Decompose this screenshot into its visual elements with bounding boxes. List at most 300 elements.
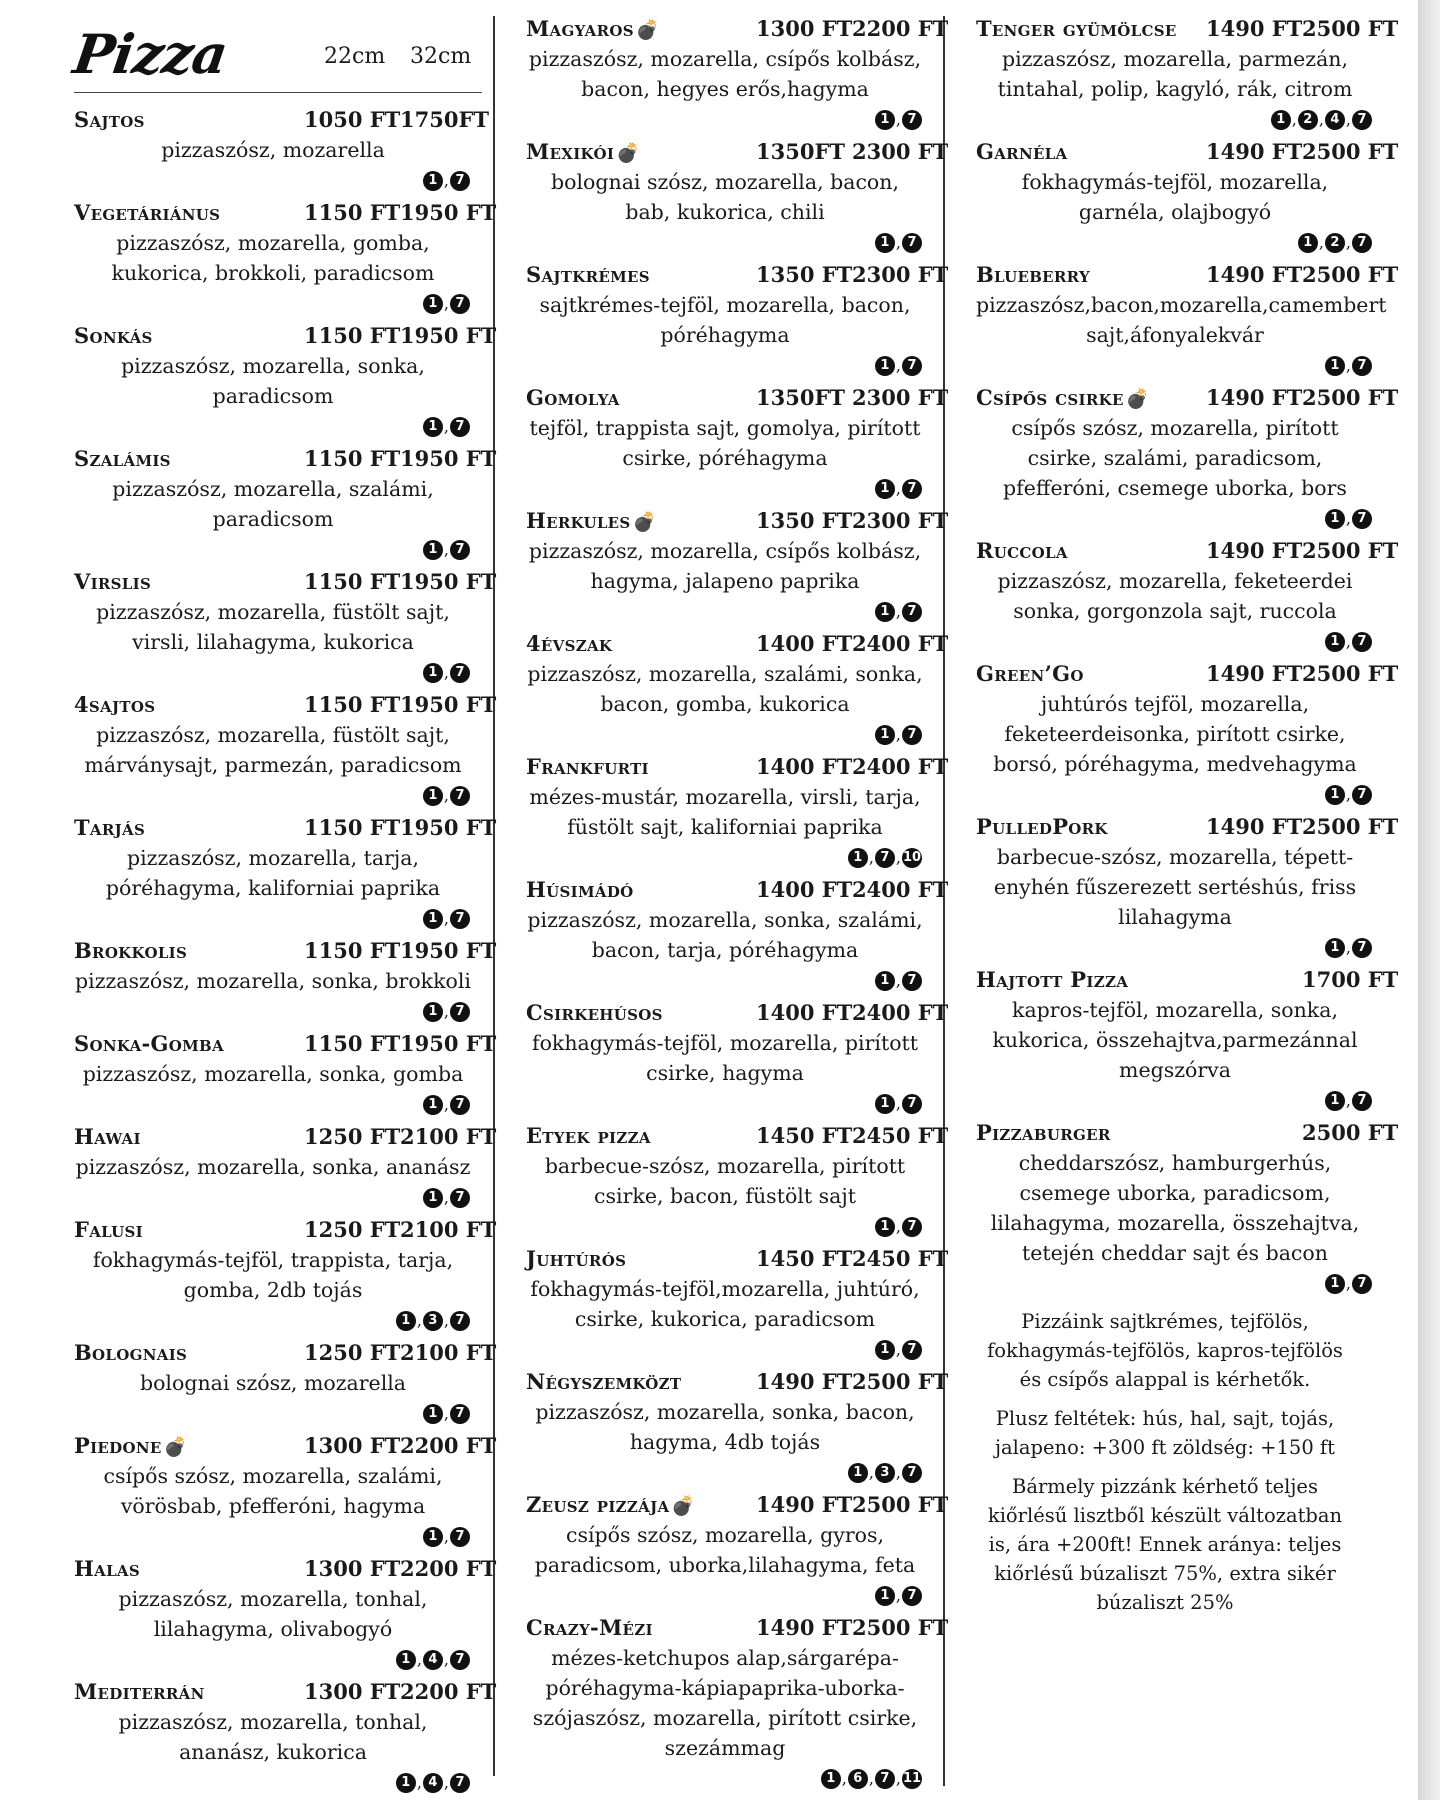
item-name <box>976 538 1068 563</box>
item-name <box>74 1679 205 1704</box>
allergen-badge: 1 <box>423 663 443 683</box>
menu-column-1 <box>69 14 497 1800</box>
allergen-badge: 7 <box>1352 1091 1372 1111</box>
allergen-badge: 7 <box>450 1095 470 1115</box>
allergen-separator: , <box>895 601 901 621</box>
price-large: 2500 FT <box>852 1369 949 1394</box>
menu-item <box>526 1613 949 1792</box>
price-small: 1150 FT <box>304 1031 401 1056</box>
price-small: 1350FT <box>756 139 845 164</box>
spicy-icon: 💣 <box>616 142 641 164</box>
allergen-badge: 1 <box>423 1095 443 1115</box>
price-small: 1400 FT <box>756 1000 853 1025</box>
menu-item-header <box>526 1490 949 1520</box>
item-name <box>526 508 657 533</box>
price-large: 2500 FT <box>1302 814 1399 839</box>
price-small: 1400 FT <box>756 631 853 656</box>
allergen-separator: , <box>416 1772 422 1792</box>
menu-item-header <box>74 1554 497 1584</box>
allergen-badge: 7 <box>1352 110 1372 130</box>
allergen-list <box>976 105 1384 133</box>
item-name-text: Green’Go <box>976 661 1084 686</box>
menu-item <box>526 1490 949 1609</box>
item-name <box>74 938 187 963</box>
menu-item <box>976 1118 1399 1297</box>
allergen-separator: , <box>868 1462 874 1482</box>
size-small-label: 22cm <box>324 44 386 69</box>
item-description: csípős szósz, mozarella, szalámi, vörösbab, pfefferóni, hagyma <box>103 1464 443 1518</box>
allergen-badge: 7 <box>450 171 470 191</box>
allergen-badge: 1 <box>1325 356 1345 376</box>
allergen-list <box>976 504 1384 532</box>
allergen-badge: 1 <box>423 540 443 560</box>
item-name <box>976 967 1128 992</box>
allergen-badge: 7 <box>902 725 922 745</box>
item-name-text: Frankfurti <box>526 754 649 779</box>
allergen-badge: 1 <box>875 1340 895 1360</box>
allergen-separator: , <box>1345 1090 1351 1110</box>
item-name <box>526 1123 651 1148</box>
price-small: 1150 FT <box>304 323 401 348</box>
allergen-separator: , <box>443 785 449 805</box>
menu-item <box>976 659 1399 808</box>
allergen-list <box>74 658 482 686</box>
price-large: 1950 FT <box>400 1031 497 1056</box>
price-large: 2500 FT <box>852 1615 949 1640</box>
allergen-separator: , <box>895 970 901 990</box>
allergen-list <box>526 966 934 994</box>
item-name <box>526 631 612 656</box>
allergen-badge: 7 <box>875 848 895 868</box>
allergen-badge: 7 <box>902 356 922 376</box>
allergen-list <box>526 474 934 502</box>
allergen-badge: 7 <box>450 1311 470 1331</box>
menu-item-header <box>526 875 949 905</box>
allergen-badge: 7 <box>902 1463 922 1483</box>
item-name-text: Gomolya <box>526 385 620 410</box>
allergen-separator: , <box>443 1310 449 1330</box>
item-name-text: Falusi <box>74 1217 144 1242</box>
item-name-text: Ruccola <box>976 538 1068 563</box>
menu-item <box>74 567 497 686</box>
menu-item <box>74 1215 497 1334</box>
menu-item-header <box>74 321 497 351</box>
allergen-list <box>526 720 934 748</box>
allergen-separator: , <box>895 1462 901 1482</box>
price-large: 1950 FT <box>400 323 497 348</box>
item-description: pizzaszósz, mozarella, gomba, kukorica, brokkoli, paradicsom <box>111 231 435 285</box>
allergen-list <box>526 105 934 133</box>
price-large: 1950 FT <box>400 200 497 225</box>
allergen-badge: 1 <box>875 1094 895 1114</box>
allergen-separator: , <box>1345 508 1351 528</box>
menu-note: Pizzáink sajtkrémes, tejfölös, fokhagymás-tejfölös, kapros-tejfölös és csípős alappal is kérhetők. <box>987 1310 1343 1391</box>
item-name <box>74 1556 140 1581</box>
menu-item <box>526 137 949 256</box>
allergen-list <box>526 1764 934 1792</box>
price-small: 1150 FT <box>304 446 401 471</box>
price-small: 1490 FT <box>1206 16 1303 41</box>
menu-item <box>526 1244 949 1363</box>
menu-item-header <box>526 137 949 167</box>
allergen-badge: 2 <box>1325 233 1345 253</box>
item-description: pizzaszósz, mozarella, füstölt sajt, virsli, lilahagyma, kukorica <box>96 600 450 654</box>
allergen-badge: 7 <box>1352 632 1372 652</box>
price-small: 1150 FT <box>304 815 401 840</box>
item-name <box>976 385 1150 410</box>
menu-item-header <box>526 1244 949 1274</box>
item-description: pizzaszósz,bacon,mozarella,camembert sajt,áfonyalekvár <box>976 293 1387 347</box>
item-description: mézes-ketchupos alap,sárgarépa-póréhagyma-kápiapaprika-uborka-szójaszósz, mozarella, pirított csirke, szezámmag <box>532 1646 918 1760</box>
allergen-list <box>526 597 934 625</box>
item-description: pizzaszósz, mozarella, sonka, brokkoli <box>75 969 471 993</box>
allergen-separator: , <box>895 232 901 252</box>
price-large: 2200 FT <box>400 1433 497 1458</box>
allergen-separator: , <box>443 539 449 559</box>
item-name-text: Brokkolis <box>74 938 188 963</box>
item-name <box>526 16 660 41</box>
allergen-badge: 3 <box>875 1463 895 1483</box>
item-description: pizzaszósz, mozarella, sonka, gomba <box>82 1062 464 1086</box>
item-name <box>74 1217 143 1242</box>
item-name <box>976 16 1177 41</box>
allergen-list <box>74 289 482 317</box>
allergen-list <box>526 1335 934 1363</box>
price-small: 1150 FT <box>304 938 401 963</box>
price-large: 2200 FT <box>852 16 949 41</box>
item-description: pizzaszósz, mozarella, sonka, paradicsom <box>121 354 425 408</box>
allergen-badge: 7 <box>450 1404 470 1424</box>
item-description: fokhagymás-tejföl,mozarella, juhtúró, csirke, kukorica, paradicsom <box>530 1277 920 1331</box>
allergen-separator: , <box>895 1093 901 1113</box>
price-small: 1490 FT <box>1206 139 1303 164</box>
item-name-text: Sonka-Gomba <box>74 1031 224 1056</box>
allergen-separator: , <box>1345 631 1351 651</box>
price-small: 1300 FT <box>304 1679 401 1704</box>
allergen-badge: 7 <box>450 1002 470 1022</box>
allergen-badge: 7 <box>902 1094 922 1114</box>
allergen-badge: 1 <box>875 602 895 622</box>
allergen-badge: 7 <box>450 786 470 806</box>
column-divider <box>493 16 495 1776</box>
allergen-badge: 1 <box>875 1217 895 1237</box>
item-name-text: Mediterrán <box>74 1679 205 1704</box>
item-name <box>74 200 220 225</box>
price-large: 2500 FT <box>1302 385 1399 410</box>
allergen-separator: , <box>443 1772 449 1792</box>
price-large: 2100 FT <box>400 1340 497 1365</box>
price-large: 2300 FT <box>852 508 949 533</box>
allergen-badge: 1 <box>396 1773 416 1793</box>
allergen-badge: 1 <box>423 909 443 929</box>
item-description: pizzaszósz, mozarella, tonhal, lilahagyma, olivabogyó <box>118 1587 428 1641</box>
item-description: kapros-tejföl, mozarella, sonka, kukorica, összehajtva,parmezánnal megszórva <box>992 998 1358 1082</box>
item-description: pizzaszósz, mozarella, parmezán, tintahal, polip, kagyló, rák, citrom <box>997 47 1353 101</box>
menu-item-header <box>526 14 949 44</box>
allergen-badge: 1 <box>423 1527 443 1547</box>
allergen-list <box>976 1086 1384 1114</box>
menu-note: Bármely pizzánk kérhető teljes kiőrlésű lisztből készült változatban is, ára +200ft! Ennek aránya: teljes kiőrlésű búzaliszt 75%, extra sikér búzaliszt 25% <box>987 1475 1343 1614</box>
allergen-separator: , <box>895 1585 901 1605</box>
allergen-badge: 7 <box>450 417 470 437</box>
item-description: pizzaszósz, mozarella, csípős kolbász, bacon, hegyes erős,hagyma <box>528 47 922 101</box>
allergen-separator: , <box>895 355 901 375</box>
menu-item <box>976 812 1399 961</box>
price-large: 2500 FT <box>852 1492 949 1517</box>
allergen-separator: , <box>443 1001 449 1021</box>
allergen-separator: , <box>895 847 901 867</box>
allergen-list <box>74 1522 482 1550</box>
price-small: 1250 FT <box>304 1124 401 1149</box>
menu-item-header <box>74 1122 497 1152</box>
price-small: 1300 FT <box>304 1556 401 1581</box>
item-description: fokhagymás-tejföl, trappista, tarja, gomba, 2db tojás <box>92 1248 454 1302</box>
allergen-list <box>74 1090 482 1118</box>
allergen-badge: 1 <box>848 1463 868 1483</box>
price-small: 1400 FT <box>756 754 853 779</box>
menu-item <box>74 1122 497 1211</box>
allergen-separator: , <box>895 1339 901 1359</box>
item-name <box>74 1031 224 1056</box>
allergen-badge: 1 <box>396 1650 416 1670</box>
allergen-separator: , <box>443 662 449 682</box>
allergen-badge: 2 <box>1298 110 1318 130</box>
price-small: 1150 FT <box>304 692 401 717</box>
item-description: tejföl, trappista sajt, gomolya, pirított csirke, póréhagyma <box>529 416 921 470</box>
price-large: 1700 FT <box>1302 967 1399 992</box>
allergen-badge: 1 <box>423 1404 443 1424</box>
menu-item-header <box>976 14 1399 44</box>
price-large: 2450 FT <box>852 1246 949 1271</box>
allergen-separator: , <box>1345 109 1351 129</box>
menu-item-header <box>526 260 949 290</box>
item-name <box>526 1492 695 1517</box>
allergen-list <box>976 627 1384 655</box>
price-large: 2100 FT <box>400 1217 497 1242</box>
item-description: pizzaszósz, mozarella, sonka, ananász <box>75 1155 471 1179</box>
item-name-text: Virslis <box>74 569 152 594</box>
allergen-badge: 4 <box>423 1773 443 1793</box>
price-large: 2100 FT <box>400 1124 497 1149</box>
menu-item-header <box>526 752 949 782</box>
item-name-text: Blueberry <box>976 262 1090 287</box>
menu-item <box>976 137 1399 256</box>
price-small: 1250 FT <box>304 1217 401 1242</box>
menu-item <box>526 752 949 871</box>
menu-item <box>526 998 949 1117</box>
price-large: 2200 FT <box>400 1679 497 1704</box>
allergen-list <box>74 904 482 932</box>
menu-item <box>526 506 949 625</box>
allergen-badge: 7 <box>1352 233 1372 253</box>
item-description: pizzaszósz, mozarella, szalámi, paradicsom <box>112 477 434 531</box>
allergen-badge: 7 <box>902 479 922 499</box>
price-large: 2400 FT <box>852 877 949 902</box>
allergen-badge: 7 <box>902 1586 922 1606</box>
price-small: 1150 FT <box>304 200 401 225</box>
allergen-separator: , <box>868 847 874 867</box>
allergen-badge: 6 <box>848 1769 868 1789</box>
allergen-badge: 1 <box>875 479 895 499</box>
item-description: barbecue-szósz, mozarella, tépett-enyhén fűszerezett sertéshús, friss lilahagyma <box>993 845 1357 929</box>
item-description: mézes-mustár, mozarella, virsli, tarja, füstölt sajt, kaliforniai paprika <box>529 785 921 839</box>
price-small: 1490 FT <box>1206 661 1303 686</box>
allergen-badge: 1 <box>1325 1274 1345 1294</box>
price-small: 1350 FT <box>756 508 853 533</box>
price-large: 2300 FT <box>852 262 949 287</box>
allergen-list <box>526 1089 934 1117</box>
allergen-separator: , <box>895 1768 901 1788</box>
price-small: 1490 FT <box>756 1492 853 1517</box>
menu-item-header <box>976 812 1399 842</box>
price-small: 1300 FT <box>756 16 853 41</box>
item-name-text: Bolognais <box>74 1340 188 1365</box>
menu-item <box>976 536 1399 655</box>
allergen-badge: 7 <box>450 1527 470 1547</box>
item-name-text: Zeusz pizzája <box>526 1492 670 1517</box>
item-name <box>74 692 155 717</box>
item-name-text: Piedone <box>74 1433 162 1458</box>
spicy-icon: 💣 <box>671 1495 696 1517</box>
allergen-badge: 1 <box>423 1002 443 1022</box>
item-description: pizzaszósz, mozarella, füstölt sajt, márványsajt, parmezán, paradicsom <box>84 723 462 777</box>
menu-item-header <box>526 629 949 659</box>
item-description: pizzaszósz, mozarella <box>161 138 385 162</box>
menu-item <box>976 965 1399 1114</box>
price-large: 1950 FT <box>400 569 497 594</box>
price-small: 1350 FT <box>756 262 853 287</box>
allergen-separator: , <box>416 1310 422 1330</box>
item-description: barbecue-szósz, mozarella, pirított csirke, bacon, füstölt sajt <box>544 1154 906 1208</box>
menu-item <box>74 321 497 440</box>
item-name <box>976 814 1108 839</box>
menu-item <box>74 1338 497 1427</box>
menu-item <box>976 383 1399 532</box>
menu-item <box>74 936 497 1025</box>
allergen-separator: , <box>1345 784 1351 804</box>
allergen-badge: 7 <box>902 602 922 622</box>
menu-item-header <box>74 813 497 843</box>
allergen-list <box>976 351 1384 379</box>
item-name-text: Hawai <box>74 1124 141 1149</box>
menu-item-header <box>74 105 489 135</box>
allergen-badge: 7 <box>450 1773 470 1793</box>
item-name <box>74 323 153 348</box>
item-name-text: 4sajtos <box>74 692 156 717</box>
allergen-badge: 7 <box>450 663 470 683</box>
allergen-badge: 7 <box>902 233 922 253</box>
item-name <box>526 754 649 779</box>
allergen-separator: , <box>443 1187 449 1207</box>
allergen-separator: , <box>1318 232 1324 252</box>
price-large: 2450 FT <box>852 1123 949 1148</box>
allergen-list <box>74 1645 482 1673</box>
allergen-list <box>74 1306 482 1334</box>
allergen-badge: 1 <box>423 786 443 806</box>
item-name <box>74 569 151 594</box>
item-name <box>976 1120 1111 1145</box>
menu-item <box>74 1554 497 1673</box>
allergen-badge: 1 <box>875 356 895 376</box>
item-name <box>526 1000 663 1025</box>
menu-item <box>74 105 489 194</box>
allergen-list <box>526 1458 934 1486</box>
menu-item-header <box>976 536 1399 566</box>
page-edge-shadow <box>1418 0 1440 1800</box>
menu-item <box>526 260 949 379</box>
item-description: cheddarszósz, hamburgerhús, csemege uborka, paradicsom, lilahagyma, mozarella, összehajtva, tetején cheddar sajt és bacon <box>990 1151 1360 1265</box>
item-name-text: 4évszak <box>526 631 613 656</box>
menu-item-header <box>526 1367 949 1397</box>
price-small: 1350FT <box>756 385 845 410</box>
item-name <box>526 262 650 287</box>
spicy-icon: 💣 <box>163 1436 188 1458</box>
allergen-badge: 11 <box>902 1769 922 1789</box>
allergen-separator: , <box>443 908 449 928</box>
item-name-text: Pizzaburger <box>976 1120 1111 1145</box>
item-description: pizzaszósz, mozarella, csípős kolbász, hagyma, jalapeno paprika <box>528 539 922 593</box>
allergen-list <box>74 166 482 194</box>
price-small: 1050 FT <box>304 107 401 132</box>
menu-item-header <box>74 1029 497 1059</box>
allergen-separator: , <box>895 724 901 744</box>
item-description: pizzaszósz, mozarella, tonhal, ananász, kukorica <box>118 1710 428 1764</box>
allergen-badge: 7 <box>1352 1274 1372 1294</box>
allergen-separator: , <box>895 1216 901 1236</box>
menu-item <box>526 14 949 133</box>
item-name-text: Halas <box>74 1556 140 1581</box>
menu-item-header <box>74 444 497 474</box>
price-large: 1950 FT <box>400 938 497 963</box>
item-name <box>526 385 620 410</box>
item-name-text: Csípős csirke <box>976 385 1124 410</box>
menu-item <box>526 1121 949 1240</box>
menu-item-header <box>976 137 1399 167</box>
spicy-icon: 💣 <box>1125 388 1150 410</box>
item-name-text: Sonkás <box>74 323 153 348</box>
allergen-badge: 1 <box>423 1188 443 1208</box>
allergen-badge: 1 <box>423 294 443 314</box>
item-name-text: Vegetáriánus <box>74 200 221 225</box>
allergen-separator: , <box>1318 109 1324 129</box>
allergen-badge: 7 <box>902 1340 922 1360</box>
menu-item <box>74 1431 497 1550</box>
allergen-separator: , <box>895 109 901 129</box>
menu-item <box>526 383 949 502</box>
allergen-badge: 1 <box>875 110 895 130</box>
menu-item-header <box>526 1121 949 1151</box>
menu-column-3 <box>976 14 1399 1627</box>
menu-item-header <box>526 383 949 413</box>
allergen-separator: , <box>416 1649 422 1669</box>
price-small: 1490 FT <box>1206 538 1303 563</box>
allergen-badge: 7 <box>902 1217 922 1237</box>
allergen-list <box>526 351 934 379</box>
item-description: fokhagymás-tejföl, mozarella, pirított csirke, hagyma <box>531 1031 919 1085</box>
menu-item <box>74 813 497 932</box>
menu-item-header <box>74 198 497 228</box>
item-name <box>976 262 1090 287</box>
allergen-badge: 1 <box>1325 938 1345 958</box>
price-small: 1490 FT <box>1206 262 1303 287</box>
menu-item <box>526 875 949 994</box>
price-large: 2400 FT <box>852 754 949 779</box>
item-name <box>976 661 1084 686</box>
price-large: 2500 FT <box>1302 538 1399 563</box>
allergen-separator: , <box>1345 1273 1351 1293</box>
item-description: csípős szósz, mozarella, pirított csirke, szalámi, paradicsom, pfefferóni, csemege uborka, bors <box>1003 416 1347 500</box>
allergen-list <box>74 412 482 440</box>
